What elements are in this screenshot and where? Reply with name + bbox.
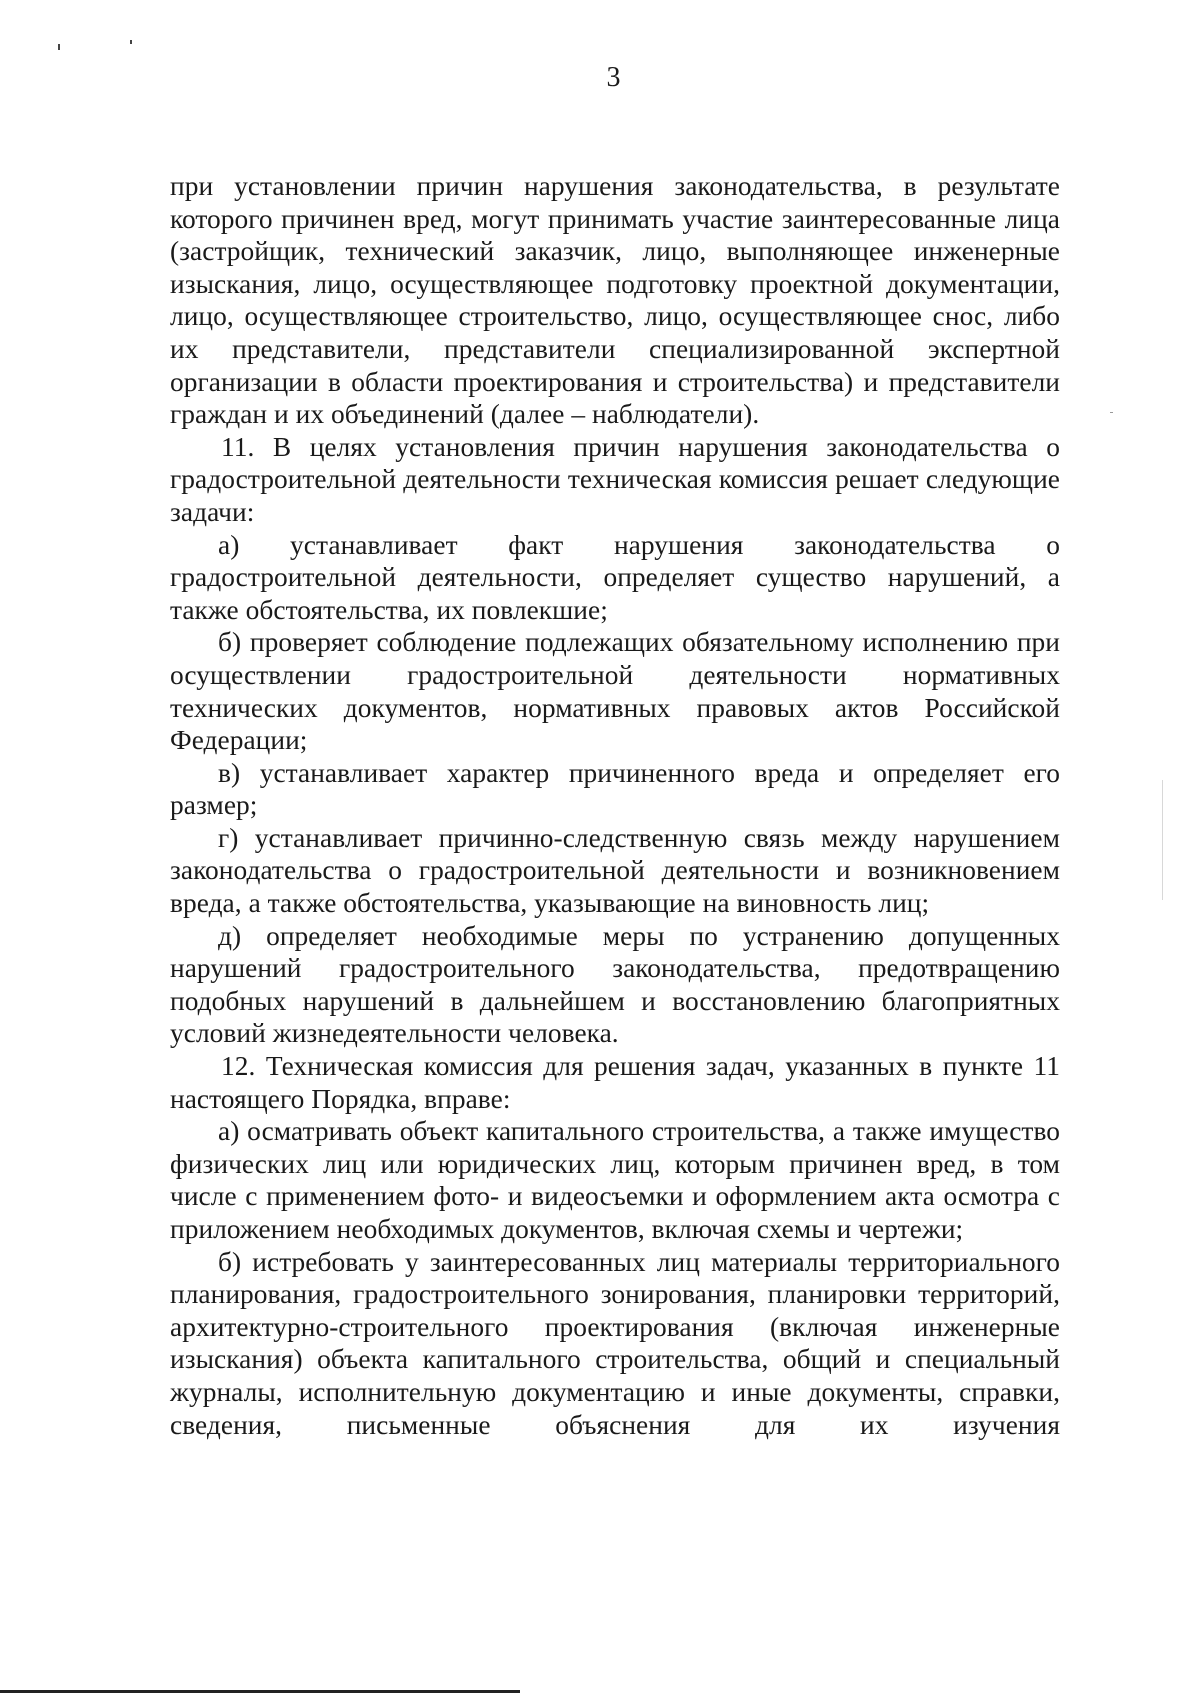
subitem-11-a: а) устанавливает факт нарушения законодательства о градостроительной деятельности, определяет существо нарушений, а также обстоятельства, их повлекшие; — [170, 529, 1060, 625]
scan-bottom-edge — [0, 1690, 520, 1693]
paragraph-observers: при установлении причин нарушения законодательства, в результате которого причинен вред, могут принимать участие заинтересованные лица (застройщик, технический заказчик, лицо, выполняющее инженерные изыскания, лицо, осуществляющее подготовку проектной документации, лицо, осуществляющее строительство, лицо, осуществляющее снос, либо их представители, представители специализированной экспертной организации в области проектирования и строительства) и представители граждан и их объединений (далее – наблюдатели). — [170, 171, 1060, 430]
subitem-11-d: д) определяет необходимые меры по устранению допущенных нарушений градостроительного законодательства, предотвращению подобных нарушений в дальнейшем и восстановлению благоприятных условий жизнедеятельности человека. — [170, 920, 1060, 1049]
document-body — [170, 170, 1060, 1441]
paragraph-item-12: 12. Техническая комиссия для решения задач, указанных в пункте 11 настоящего Порядка, вправе: — [170, 1051, 1060, 1114]
subitem-11-g: г) устанавливает причинно-следственную связь между нарушением законодательства о градостроительной деятельности и возникновением вреда, а также обстоятельства, указывающие на виновность лиц; — [170, 822, 1060, 919]
subitem-11-v: в) устанавливает характер причиненного вреда и определяет его размер; — [170, 757, 1060, 821]
subitem-12-b: б) истребовать у заинтересованных лиц материалы территориального планирования, градостроительного зонирования, планировки территорий, архитектурно-строительного проектирования (включая инженерные изыскания) объекта капитального строительства, общий и специальный журналы, исполнительную документацию и иные документы, справки, сведения, письменные объяснения для их изучения — [170, 1246, 1060, 1440]
scan-speck — [58, 44, 60, 50]
scan-speck — [1162, 780, 1163, 900]
page-number: 3 — [606, 62, 621, 93]
subitem-12-a: а) осматривать объект капитального строительства, а также имущество физических лиц или юридических лиц, которым причинен вред, в том числе с применением фото- и видеосъемки и оформлением акта осмотра с приложением необходимых документов, включая схемы и чертежи; — [170, 1116, 1060, 1244]
paragraph-item-11: 11. В целях установления причин нарушения законодательства о градостроительной деятельности техническая комиссия решает следующие задачи: — [170, 431, 1060, 527]
scan-speck — [130, 40, 132, 44]
scan-speck — [1110, 412, 1113, 413]
subitem-11-b: б) проверяет соблюдение подлежащих обязательному исполнению при осуществлении градостроительной деятельности нормативных технических документов, нормативных правовых актов Российской Федерации; — [170, 627, 1060, 756]
